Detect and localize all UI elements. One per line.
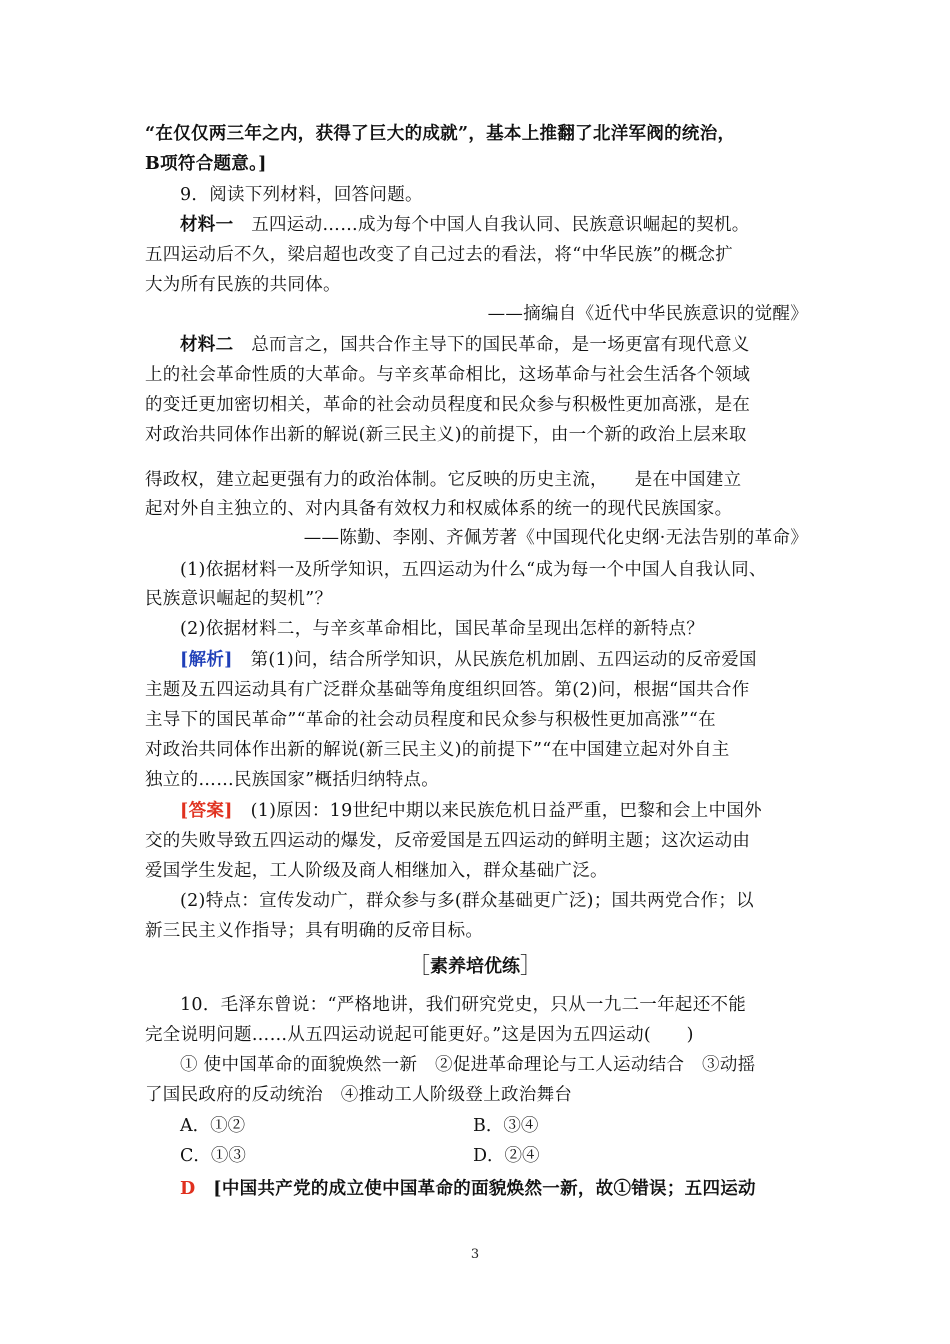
option-d: D．②④ (473, 1146, 540, 1166)
answer-line-1 (180, 797, 845, 825)
answer-line-4: (2)特点：宣传发动广，群众参与多(群众基础更广泛)；国共两党合作；以 (180, 891, 754, 911)
material-2-line-4: 对政治共同体作出新的解说(新三民主义)的前提下，由一个新的政治上层来取 (145, 425, 747, 445)
section-title: 素养培优练 (430, 956, 520, 977)
material-2-line-1 (180, 331, 845, 359)
question-10-statements-2: 了国民政府的反动统治 ④推动工人阶级登上政治舞台 (145, 1085, 573, 1105)
material-2-text: 总而言之，国共合作主导下的国民革命，是一场更富有现代意义 (233, 335, 750, 355)
answer-10-line (180, 1175, 845, 1203)
question-10-line-1: 10．毛泽东曾说：“严格地讲，我们研究党史，只从一九二一年起还不能 (180, 995, 747, 1015)
analysis-line-4: 对政治共同体作出新的解说(新三民主义)的前提下”“在中国建立起对外自主 (145, 740, 730, 760)
material-2-line-3: 的变迁更加密切相关，革命的社会动员程度和民众参与积极性更加高涨，是在 (145, 395, 751, 415)
material-2-line-6: 起对外自主独立的、对内具备有效权力和权威体系的统一的现代民族国家。 (145, 499, 733, 519)
option-c: C．①③ (180, 1146, 246, 1166)
option-b: B．③④ (473, 1116, 539, 1136)
continuation-line-1: “在仅仅两三年之内，获得了巨大的成就”，基本上推翻了北洋军阀的统治， (145, 124, 736, 144)
answer-text: (1)原因：19世纪中期以来民族危机日益严重，巴黎和会上中国外 (232, 801, 762, 821)
material-1-line-2: 五四运动后不久，梁启超也改变了自己过去的看法，将“中华民族”的概念扩 (145, 245, 734, 265)
answer-line-3: 爱国学生发起，工人阶级及商人相继加入，群众基础广泛。 (145, 861, 608, 881)
material-1-label: 材料一 (180, 215, 234, 235)
analysis-line-5: 独立的……民族国家”概括归纳特点。 (145, 770, 440, 790)
material-2-source: ——陈勤、李刚、齐佩芳著《中国现代化史纲·无法告别的革命》 (303, 528, 808, 548)
page-number: 3 (470, 1247, 480, 1262)
answer-10-text: [中国共产党的成立使中国革命的面貌焕然一新，故①错误；五四运动 (195, 1179, 756, 1199)
right-bracket-icon: ］ (520, 954, 543, 979)
answer-label: [答案] (180, 801, 233, 821)
sub-question-1-line-2: 民族意识崛起的契机”？ (145, 589, 333, 609)
material-1-text: 五四运动……成为每个中国人自我认同、民族意识崛起的契机。 (233, 215, 750, 235)
question-10-statements-1: ① 使中国革命的面貌焕然一新 ②促进革命理论与工人运动结合 ③动摇 (180, 1055, 756, 1075)
sub-question-2: (2)依据材料二，与辛亥革命相比，国民革命呈现出怎样的新特点？ (180, 619, 705, 639)
left-bracket-icon: ［ (407, 954, 430, 979)
analysis-line-3: 主导下的国民革命”“革命的社会动员程度和民众参与积极性更加高涨”“在 (145, 710, 716, 730)
continuation-line-2: B项符合题意。] (145, 154, 267, 174)
answer-line-2: 交的失败导致五四运动的爆发，反帝爱国是五四运动的鲜明主题；这次运动由 (145, 831, 751, 851)
question-10-line-2: 完全说明问题……从五四运动说起可能更好。”这是因为五四运动( ) (145, 1025, 694, 1045)
section-heading (0, 953, 950, 981)
material-2-line-5: 得政权，建立起更强有力的政治体制。它反映的历史主流， 是在中国建立 (145, 470, 742, 490)
option-a: A．①② (180, 1116, 246, 1136)
analysis-label: [解析] (180, 650, 233, 670)
answer-10-letter: D (180, 1179, 196, 1199)
answer-line-5: 新三民主义作指导；具有明确的反帝目标。 (145, 921, 484, 941)
sub-question-1-line-1: (1)依据材料一及所学知识，五四运动为什么“成为每一个中国人自我认同、 (180, 560, 767, 580)
material-2-label: 材料二 (180, 335, 234, 355)
analysis-text: 第(1)问，结合所学知识，从民族危机加剧、五四运动的反帝爱国 (232, 650, 757, 670)
analysis-line-2: 主题及五四运动具有广泛群众基础等角度组织回答。第(2)问，根据“国共合作 (145, 680, 750, 700)
material-1-source: ——摘编自《近代中华民族意识的觉醒》 (487, 304, 808, 324)
analysis-line-1 (180, 646, 845, 674)
question-9-prompt: 9．阅读下列材料，回答问题。 (180, 185, 423, 205)
material-1-line-1 (180, 211, 845, 239)
material-2-line-2: 上的社会革命性质的大革命。与辛亥革命相比，这场革命与社会生活各个领域 (145, 365, 751, 385)
material-1-line-3: 大为所有民族的共同体。 (145, 275, 341, 295)
